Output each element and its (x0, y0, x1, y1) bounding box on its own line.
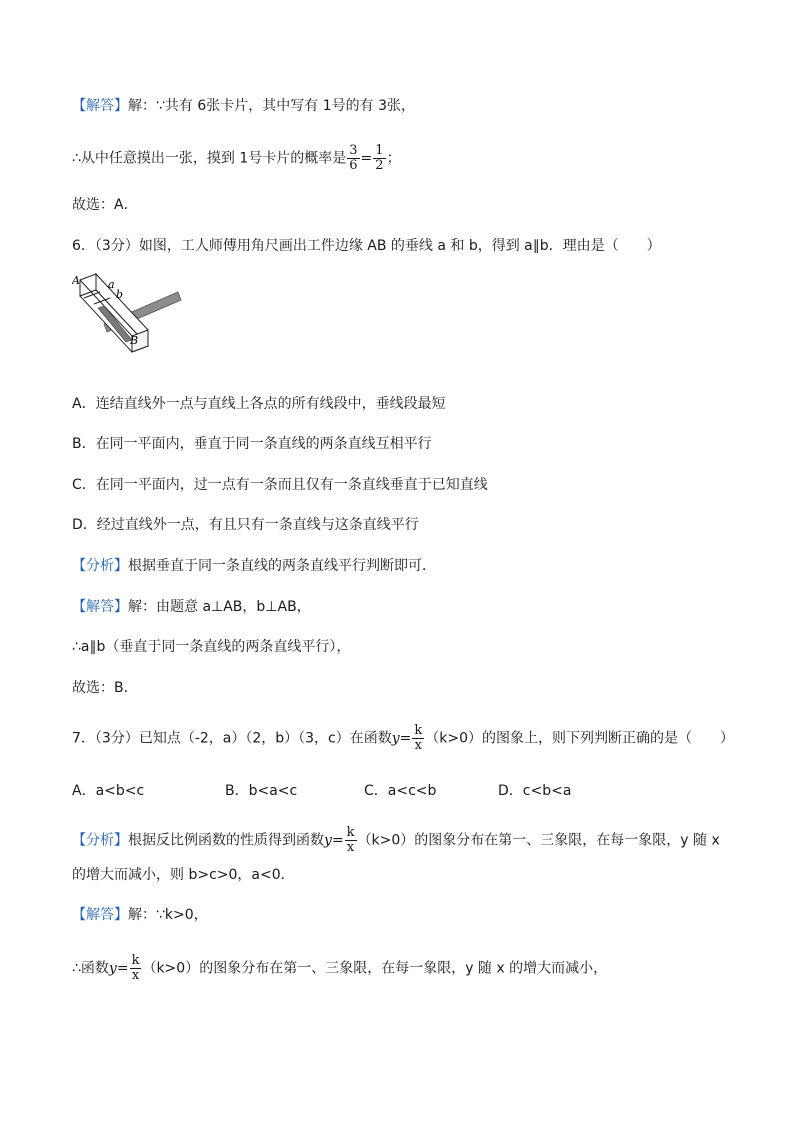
q7-analysis-line2: 的增大而减小，则 b>c>0，a<0． (72, 867, 295, 883)
analysis-text: 根据垂直于同一条直线的两条直线平行判断即可． (128, 558, 436, 574)
q6-option-c: C．在同一平面内，过一点有一条而且仅有一条直线垂直于已知直线 (72, 477, 488, 493)
y-equals: y= (391, 730, 412, 747)
last-suffix: （k>0）的图象分布在第一、三象限，在每一象限，y 随 x 的增大而减小， (142, 960, 608, 977)
q6-option-d: D．经过直线外一点，有且只有一条直线与这条直线平行 (72, 517, 419, 533)
q6-answer: 故选：B． (72, 680, 138, 696)
q5-answer: 故选：A． (72, 197, 138, 213)
q6-option-b: B．在同一平面内，垂直于同一条直线的两条直线互相平行 (72, 436, 432, 452)
label-B: B (130, 334, 139, 347)
solution-text: 解：∵共有 6张卡片，其中写有 1号的有 3张， (128, 98, 415, 114)
probability-prefix: ∴从中任意摸出一张，摸到 1号卡片的概率是 (72, 150, 347, 167)
q7-option-d: D．c<b<a (498, 783, 572, 799)
probability-suffix: ； (386, 150, 401, 167)
q7-stem (72, 724, 734, 753)
fraction-1-2: $\frac{1}{2}$ (375, 143, 384, 173)
q6-analysis (72, 556, 436, 576)
y-equals: y= (324, 832, 344, 849)
fraction-3-6: $\frac{3}{6}$ (349, 143, 358, 173)
solution-tag: 【解答】 (72, 907, 128, 923)
q5-solution-line (72, 96, 415, 116)
q7-solution (72, 905, 208, 925)
q6-option-a: A．连结直线外一点与直线上各点的所有线段中，垂线段最短 (72, 396, 446, 412)
analysis-tag: 【分析】 (72, 832, 128, 849)
q7-option-b: B．b<a<c (225, 783, 298, 799)
q7-analysis-line1 (72, 826, 720, 855)
q6-stem: 6．（3分）如图，工人师傅用角尺画出工件边缘 AB 的垂线 a 和 b，得到 a∥b．理由是（ ） (72, 238, 661, 254)
label-A: A (72, 274, 80, 287)
solution-text: 解：∵k>0， (128, 907, 208, 923)
q6-figure-workpiece-square (72, 270, 184, 370)
solution-tag: 【解答】 (72, 98, 128, 114)
fraction-k-over-x: $\frac{k}{x}$ (346, 825, 355, 855)
q7-stem-prefix: 7．（3分）已知点（-2，a）（2，b）（3，c）在函数 (72, 730, 392, 747)
y-equals: y= (108, 960, 129, 977)
last-prefix: ∴函数 (72, 960, 109, 977)
equals-sign: = (360, 150, 373, 167)
analysis-tag: 【分析】 (72, 558, 128, 574)
analysis-suffix: （k>0）的图象分布在第一、三象限，在每一象限，y 随 x (357, 832, 720, 849)
q5-probability-line (72, 144, 401, 173)
label-a: a (108, 278, 115, 291)
q6-solution (72, 597, 311, 617)
fraction-k-over-x: $\frac{k}{x}$ (414, 723, 423, 753)
analysis-prefix: 根据反比例函数的性质得到函数 (128, 832, 324, 849)
q7-option-c: C．a<c<b (364, 783, 437, 799)
solution-text: 解：由题意 a⊥AB，b⊥AB， (128, 599, 311, 615)
q7-option-a: A．a<b<c (72, 783, 145, 799)
solution-tag: 【解答】 (72, 599, 128, 615)
q6-reason: ∴a∥b（垂直于同一条直线的两条直线平行）， (72, 639, 351, 655)
q7-solution-last (72, 954, 607, 983)
fraction-k-over-x: $\frac{k}{x}$ (131, 953, 140, 983)
q7-stem-suffix: （k>0）的图象上，则下列判断正确的是（ ） (425, 730, 735, 747)
label-b: b (116, 288, 124, 301)
